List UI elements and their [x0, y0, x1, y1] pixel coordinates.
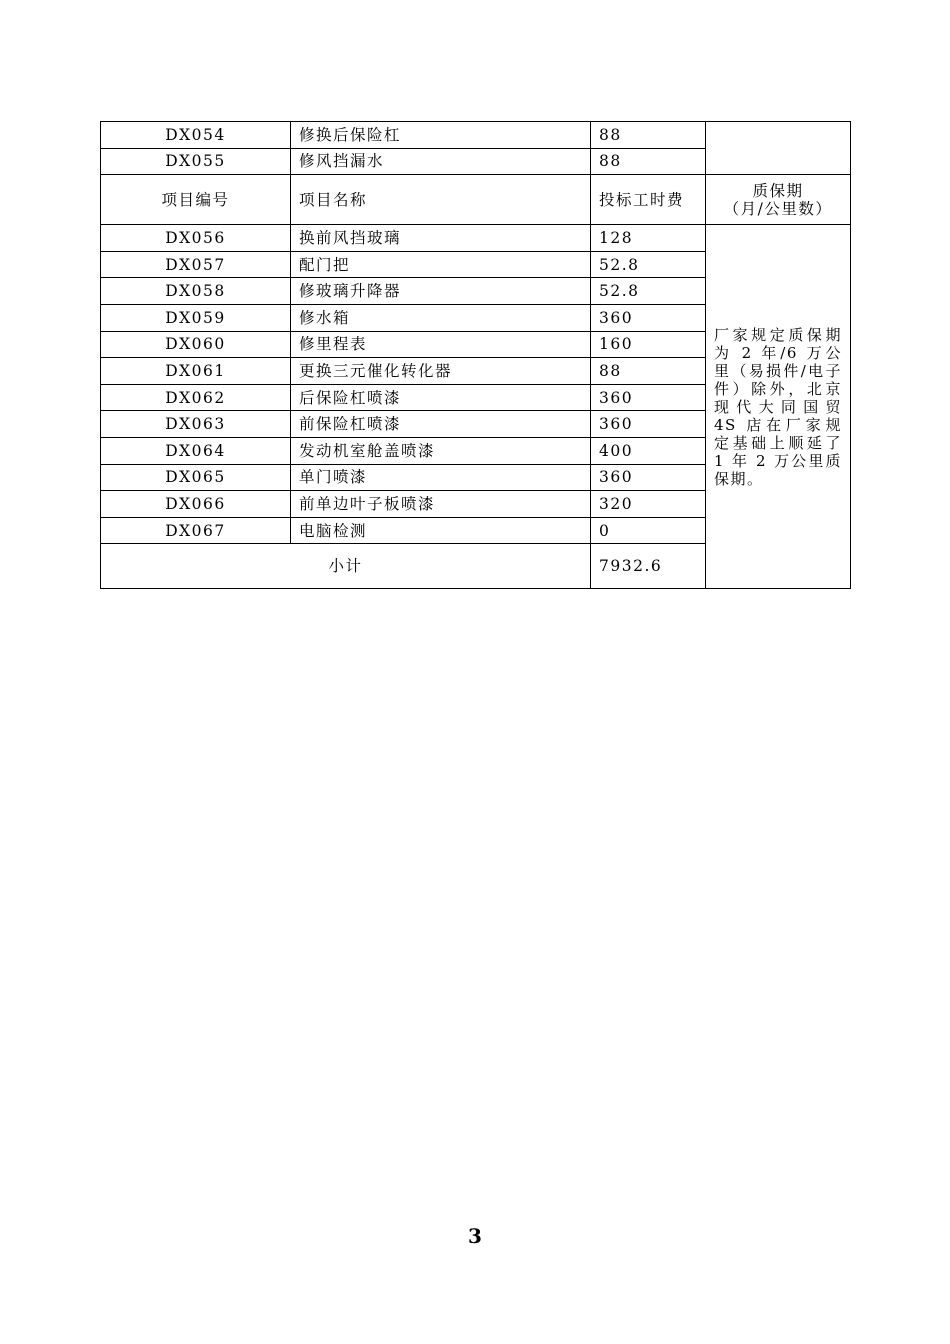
item-fee: 88 — [591, 358, 706, 385]
item-code: DX055 — [101, 148, 291, 175]
item-name: 前单边叶子板喷漆 — [291, 491, 591, 518]
item-fee: 0 — [591, 517, 706, 544]
item-code: DX062 — [101, 384, 291, 411]
item-fee: 320 — [591, 491, 706, 518]
item-code: DX065 — [101, 464, 291, 491]
labor-fee-table — [100, 121, 851, 589]
item-name: 换前风挡玻璃 — [291, 225, 591, 252]
table-row — [101, 225, 851, 252]
table-header-row — [101, 175, 851, 225]
item-fee: 88 — [591, 148, 706, 175]
header-warranty — [706, 175, 851, 225]
item-name: 发动机室舱盖喷漆 — [291, 437, 591, 464]
header-name: 项目名称 — [291, 175, 591, 225]
item-code: DX056 — [101, 225, 291, 252]
item-name: 电脑检测 — [291, 517, 591, 544]
item-code: DX063 — [101, 411, 291, 438]
item-fee: 160 — [591, 331, 706, 358]
header-code: 项目编号 — [101, 175, 291, 225]
page-number: 3 — [468, 1224, 482, 1248]
item-code: DX059 — [101, 304, 291, 331]
item-fee: 52.8 — [591, 278, 706, 305]
item-name: 后保险杠喷漆 — [291, 384, 591, 411]
item-code: DX057 — [101, 251, 291, 278]
item-code: DX061 — [101, 358, 291, 385]
item-name: 前保险杠喷漆 — [291, 411, 591, 438]
warranty-blank-cell — [706, 122, 851, 175]
item-fee: 360 — [591, 464, 706, 491]
header-warranty-line1: 质保期 — [752, 181, 804, 200]
item-name: 单门喷漆 — [291, 464, 591, 491]
item-name: 修水箱 — [291, 304, 591, 331]
item-fee: 400 — [591, 437, 706, 464]
item-name: 修里程表 — [291, 331, 591, 358]
item-code: DX060 — [101, 331, 291, 358]
item-fee: 52.8 — [591, 251, 706, 278]
header-fee: 投标工时费 — [591, 175, 706, 225]
item-fee: 88 — [591, 122, 706, 149]
item-code: DX058 — [101, 278, 291, 305]
item-code: DX067 — [101, 517, 291, 544]
item-code: DX066 — [101, 491, 291, 518]
item-name: 更换三元催化转化器 — [291, 358, 591, 385]
item-name: 修风挡漏水 — [291, 148, 591, 175]
header-warranty-line2: （月/公里数） — [723, 199, 833, 218]
subtotal-value: 7932.6 — [591, 544, 706, 589]
item-code: DX064 — [101, 437, 291, 464]
item-code: DX054 — [101, 122, 291, 149]
item-fee: 128 — [591, 225, 706, 252]
item-name: 修玻璃升降器 — [291, 278, 591, 305]
item-fee: 360 — [591, 304, 706, 331]
item-fee: 360 — [591, 411, 706, 438]
item-fee: 360 — [591, 384, 706, 411]
item-name: 修换后保险杠 — [291, 122, 591, 149]
warranty-note: 厂家规定质保期为 2 年/6 万公里（易损件/电子件）除外，北京现代大同国贸 4S 店在厂家规定基础上顺延了 1 年 2 万公里质保期。 — [706, 225, 851, 589]
item-name: 配门把 — [291, 251, 591, 278]
table-row — [101, 122, 851, 149]
subtotal-label: 小计 — [101, 544, 591, 589]
